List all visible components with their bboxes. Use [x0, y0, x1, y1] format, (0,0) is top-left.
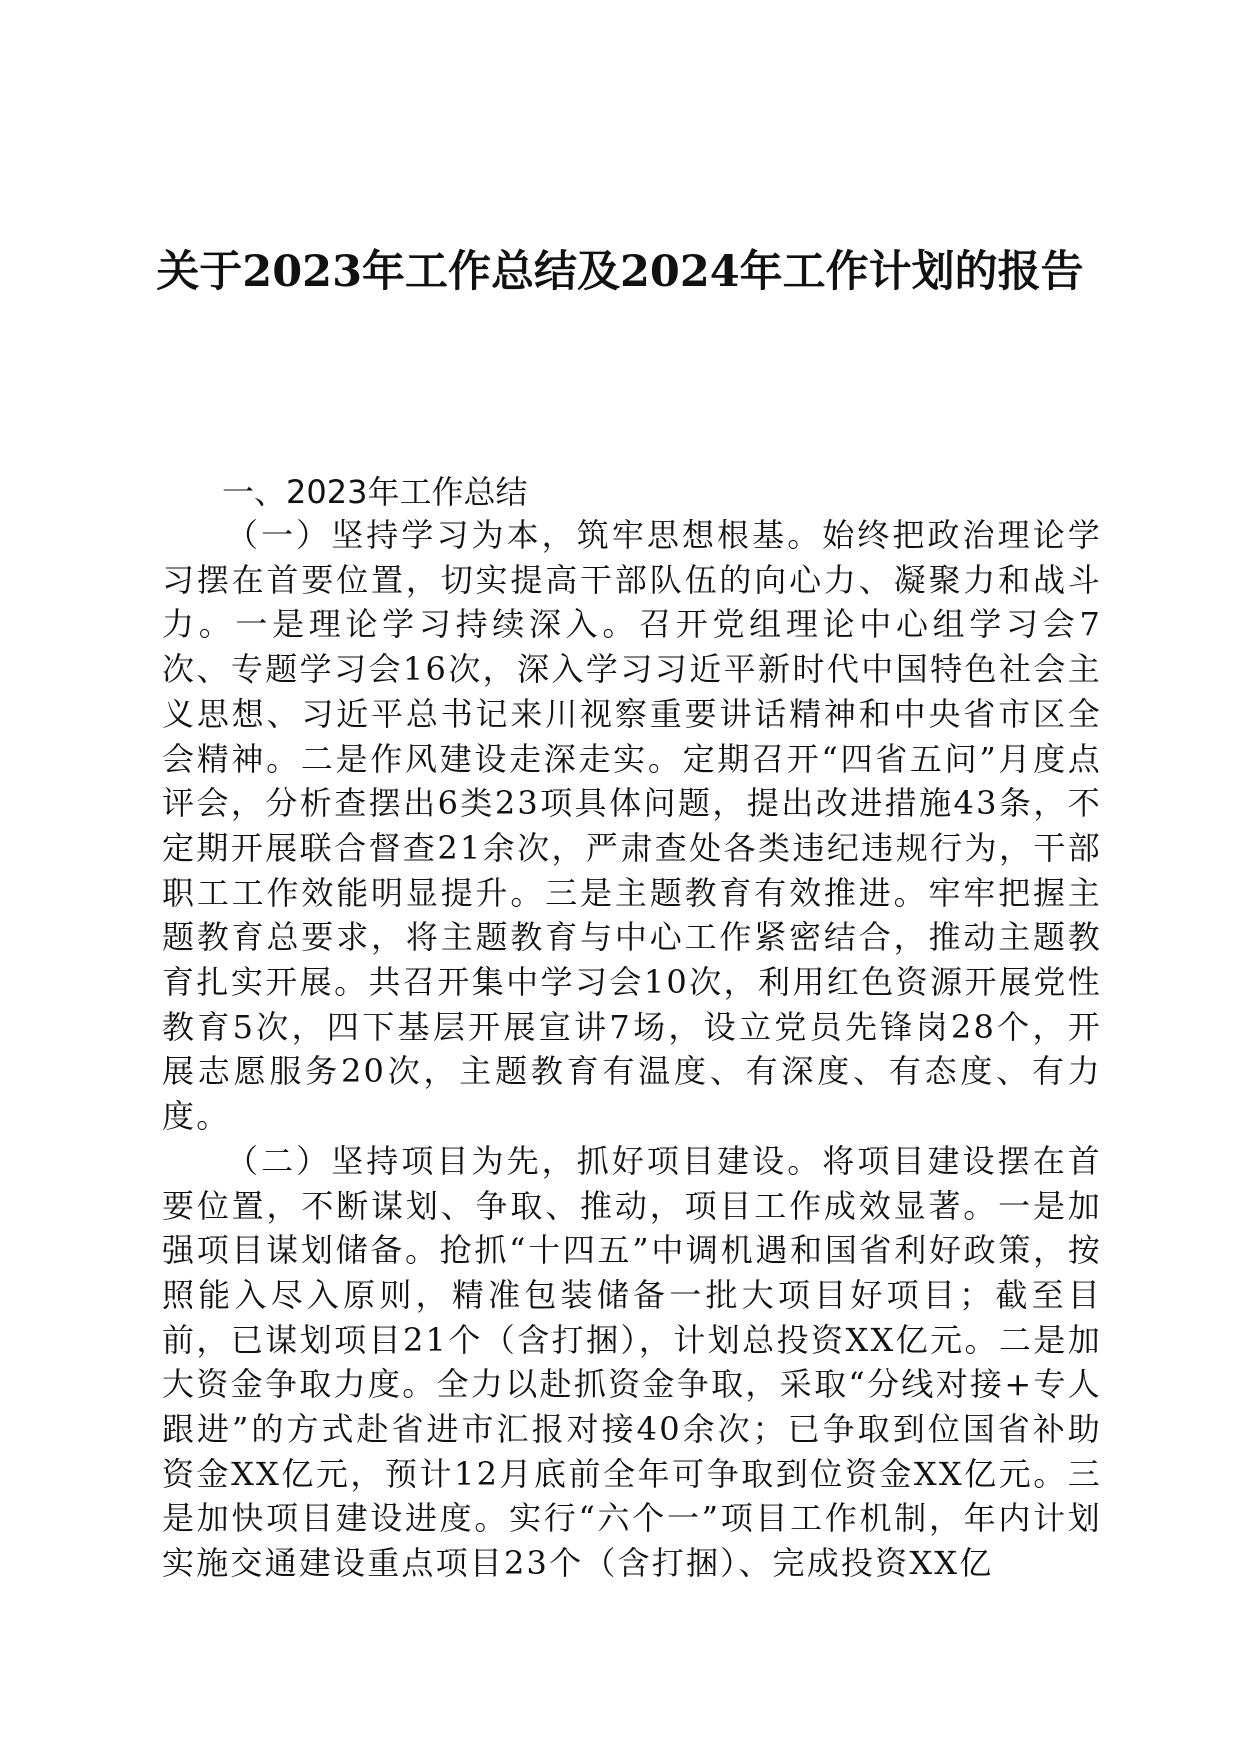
document-title: 关于2023年工作总结及2024年工作计划的报告 [156, 247, 1084, 297]
paragraph-projects: （二）坚持项目为先，抓好项目建设。将项目建设摆在首要位置，不断谋划、争取、推动，项目工作成效显著。一是加强项目谋划储备。抢抓“十四五”中调机遇和国省利好政策，按照能入尽入原则，精准包装储备一批大项目好项目；截至目前，已谋划项目21个（含打捆），计划总投资XX亿元。二是加大资金争取力度。全力以赴抓资金争取，采取“分线对接+专人跟进”的方式赴省进市汇报对接40余次；已争取到位国省补助资金XX亿元，预计12月底前全年可争取到位资金XX亿元。三是加快项目建设进度。实行“六个一”项目工作机制，年内计划实施交通建设重点项目23个（含打捆）、完成投资XX亿 [162, 1141, 1102, 1583]
section-heading: 一、2023年工作总结 [222, 473, 528, 511]
document-body [162, 513, 1102, 1586]
paragraph-study: （一）坚持学习为本，筑牢思想根基。始终把政治理论学习摆在首要位置，切实提高干部队伍的向心力、凝聚力和战斗力。一是理论学习持续深入。召开党组理论中心组学习会7次、专题学习会16次，深入学习习近平新时代中国特色社会主义思想、习近平总书记来川视察重要讲话精神和中央省市区全会精神。二是作风建设走深走实。定期召开“四省五问”月度点评会，分析查摆出6类23项具体问题，提出改进措施43条，不定期开展联合督查21余次，严肃查处各类违纪违规行为，干部职工工作效能明显提升。三是主题教育有效推进。牢牢把握主题教育总要求，将主题教育与中心工作紧密结合，推动主题教育扎实开展。共召开集中学习会10次，利用红色资源开展党性教育5次，四下基层开展宣讲7场，设立党员先锋岗28个，开展志愿服务20次，主题教育有温度、有深度、有态度、有力度。 [162, 516, 1102, 1136]
